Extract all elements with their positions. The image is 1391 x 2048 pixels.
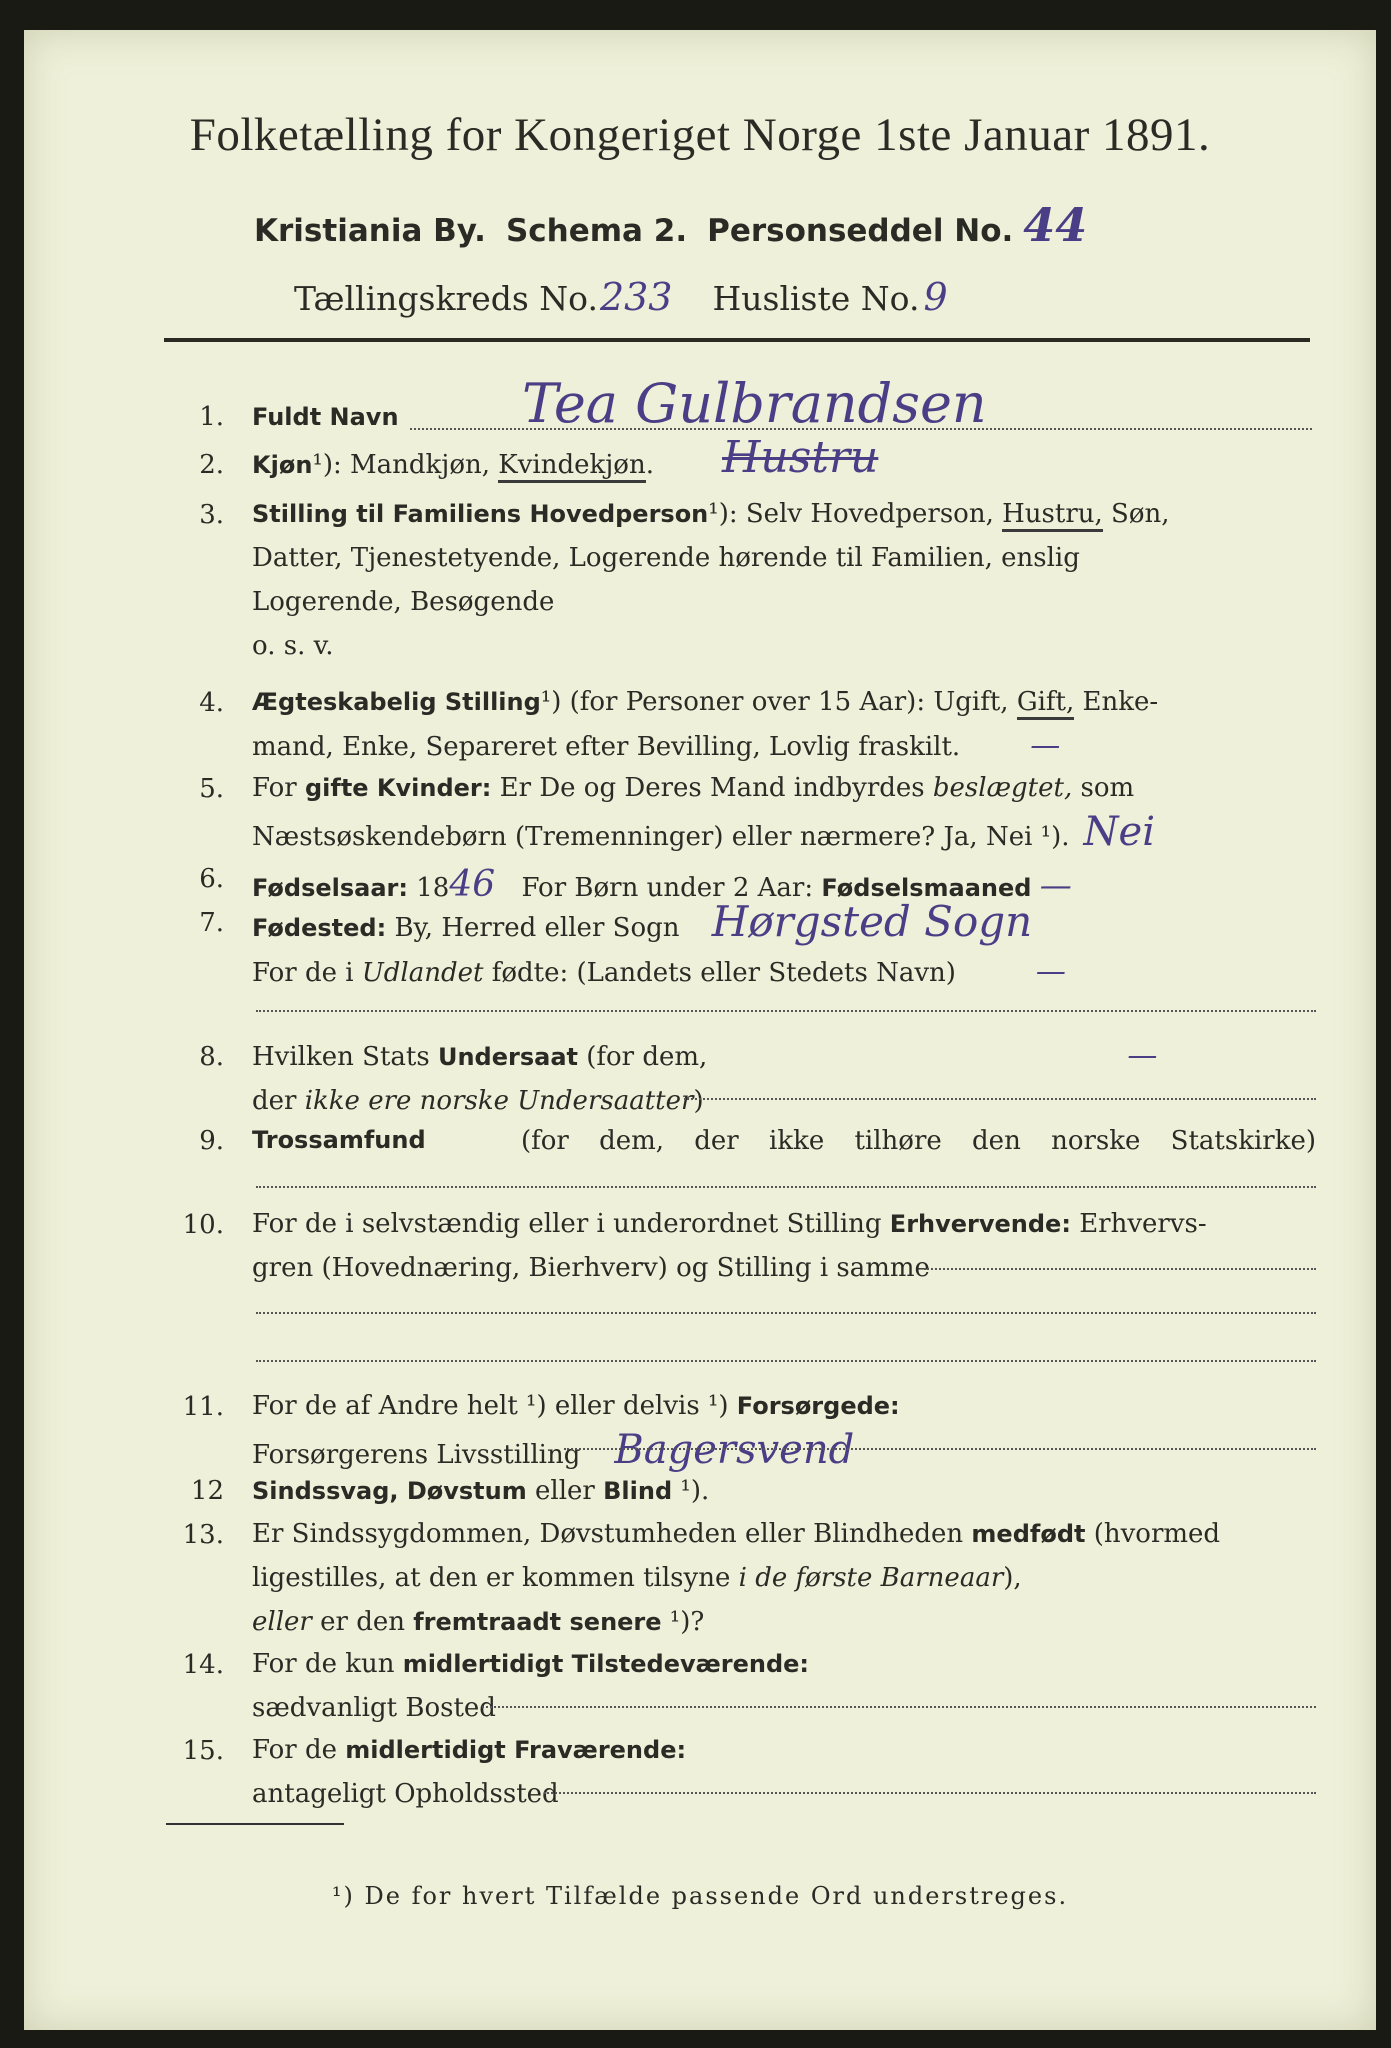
field-number: 8.	[199, 1042, 224, 1072]
field-text: Hvilken Stats	[252, 1042, 438, 1072]
personseddel-label: Personseddel No.	[707, 213, 1014, 249]
related-value: Nei	[1083, 809, 1155, 855]
field-number: 3.	[199, 500, 224, 530]
field-text: Søn,	[1102, 499, 1170, 529]
underlined-option: Kvindekjøn	[498, 450, 645, 483]
field-label: Forsørgede:	[736, 1392, 900, 1420]
field-label: Fødselsmaaned	[821, 874, 1032, 902]
field-text: der	[252, 1086, 305, 1116]
dotted-line	[564, 1448, 1316, 1450]
field-text: o. s. v.	[252, 631, 334, 661]
dotted-line	[924, 1268, 1316, 1270]
field-text: Datter, Tjenestetyende, Logerende hørende til Familien, enslig	[252, 543, 1080, 573]
field-label: Kjøn	[252, 451, 313, 479]
gender-value: Hustru	[722, 432, 879, 483]
field-text: For de i	[252, 958, 362, 988]
husliste-label: Husliste No.	[712, 279, 920, 318]
field-text: For Børn under 2 Aar:	[521, 873, 814, 903]
field-text: ¹)?	[661, 1607, 705, 1637]
field-text: ligestilles, at den er kommen tilsyne	[252, 1563, 739, 1593]
krets-label: Tællingskreds No.	[294, 279, 598, 318]
field-text: By, Herred eller Sogn	[394, 913, 680, 943]
form-subtitle	[254, 198, 1087, 252]
field-text: (hvormed	[1085, 1519, 1221, 1549]
schema-label: Schema 2.	[505, 213, 688, 249]
birth-month-value: —	[1039, 866, 1072, 904]
field-text: Logerende, Besøgende	[252, 587, 555, 617]
field-label: Fuldt Navn	[252, 403, 399, 431]
field-label: gifte Kvinder:	[304, 774, 492, 802]
field-text: sædvanligt Bosted	[252, 1693, 496, 1723]
dotted-line	[482, 1706, 1316, 1708]
field-text: eller	[252, 1607, 312, 1637]
field-text: For de i selvstændig eller i underordnet Stilling	[252, 1209, 890, 1239]
field-number: 10.	[182, 1210, 224, 1240]
marital-value: —	[1030, 728, 1061, 763]
field-number: 2.	[199, 450, 224, 480]
field-text: For de af Andre helt ¹) eller delvis ¹)	[252, 1391, 737, 1421]
field-number: 11.	[182, 1392, 224, 1422]
krets-number: 233	[599, 275, 673, 319]
field-number: 9.	[199, 1126, 224, 1156]
field-text: Forsørgerens Livsstilling	[252, 1440, 581, 1470]
field-text: .	[645, 450, 654, 480]
birthplace-value: Hørgsted Sogn	[711, 897, 1033, 946]
husliste-number: 9	[923, 275, 948, 319]
field-text: mand, Enke, Separeret efter Bevilling, Lovlig fraskilt.	[252, 732, 961, 762]
field-text: ¹): Mandkjøn,	[312, 450, 499, 480]
field-number: 7.	[199, 908, 224, 938]
dotted-line	[256, 1010, 1316, 1012]
field-label: Fødested:	[252, 914, 387, 942]
field-label: fremtraadt senere	[413, 1608, 662, 1636]
underlined-option: Gift,	[1017, 687, 1074, 720]
provider-occupation-value: Bagersvend	[614, 1427, 855, 1473]
field-text: (for dem,	[577, 1042, 708, 1072]
personseddel-number: 44	[1023, 198, 1088, 252]
field-text: i de første Barneaar	[738, 1563, 1004, 1593]
foreign-place-value: —	[1035, 954, 1066, 989]
field-text: ¹): Selv Hovedperson,	[708, 499, 1003, 529]
field-label: Undersaat	[437, 1043, 578, 1071]
dotted-line	[256, 1360, 1316, 1362]
census-form	[24, 30, 1376, 2030]
field-label: Erhvervende:	[889, 1210, 1071, 1238]
dotted-line	[256, 1186, 1316, 1188]
dotted-line	[544, 1792, 1316, 1794]
field-number: 15.	[182, 1736, 224, 1766]
field-text: For de	[252, 1735, 346, 1765]
year-prefix: 18	[416, 873, 450, 903]
field-label: medfødt	[971, 1520, 1086, 1548]
field-text: eller	[526, 1476, 604, 1506]
field-number: 4.	[199, 688, 224, 718]
krets-line	[294, 275, 948, 319]
field-number: 6.	[199, 864, 224, 894]
field-label: Blind	[603, 1477, 673, 1505]
field-number: 14.	[182, 1650, 224, 1680]
field-text: Næstsøskendebørn (Tremenninger) eller nærmere? Ja, Nei ¹).	[252, 822, 1070, 852]
field-text: antageligt Opholdssted	[252, 1779, 559, 1809]
field-text: som	[1072, 773, 1135, 803]
field-text: Udlandet	[361, 958, 484, 988]
field-text: Er De og Deres Mand indbyrdes	[491, 773, 933, 803]
field-label: Fødselsaar:	[252, 874, 408, 902]
field-number: 13.	[182, 1520, 224, 1550]
field-label: Trossamfund	[252, 1126, 426, 1154]
field-number: 5.	[199, 774, 224, 804]
dotted-line	[256, 1312, 1316, 1314]
field-text: ikke ere norske Undersaatter	[304, 1086, 694, 1116]
form-title: Folketælling for Kongeriget Norge 1ste Januar 1891.	[189, 109, 1211, 161]
field-text: ¹) (for Personer over 15 Aar): Ugift,	[540, 687, 1017, 717]
city-label: Kristiania By.	[254, 213, 486, 249]
field-number: 12	[190, 1476, 224, 1506]
field-label: Sindssvag, Døvstum	[252, 1477, 527, 1505]
underlined-option: Hustru,	[1002, 499, 1103, 532]
field-text: er den	[311, 1607, 414, 1637]
field-text: Enke-	[1074, 687, 1159, 717]
field-text: Erhvervs-	[1070, 1209, 1207, 1239]
field-text: For de kun	[252, 1649, 403, 1679]
field-text: gren (Hovednæring, Bierhverv) og Stilling i samme	[252, 1253, 930, 1283]
field-text: For	[252, 773, 305, 803]
field-text: Er Sindssygdommen, Døvstumheden eller Blindheden	[252, 1519, 972, 1549]
field-text: ),	[1003, 1563, 1022, 1593]
field-text: (for dem, der ikke tilhøre den norske Statskirke)	[520, 1126, 1316, 1156]
field-label: Stilling til Familiens Hovedperson	[252, 500, 709, 528]
header-rule	[164, 338, 1310, 342]
birth-year-value: 46	[449, 864, 496, 905]
field-text: )	[693, 1086, 704, 1116]
field-text: beslægtet,	[932, 773, 1073, 803]
citizenship-value: —	[1127, 1038, 1158, 1073]
field-number: 1.	[199, 402, 224, 432]
field-text: fødte: (Landets eller Stedets Navn)	[483, 958, 956, 988]
footnote-rule	[166, 1823, 344, 1825]
footnote: ¹) De for hvert Tilfælde passende Ord understreges.	[331, 1882, 1069, 1910]
field-label: midlertidigt Fraværende:	[345, 1736, 687, 1764]
dotted-line	[684, 1098, 1316, 1100]
field-label: Ægteskabelig Stilling	[252, 688, 541, 716]
field-text: ¹).	[672, 1476, 710, 1506]
name-value: Tea Gulbrandsen	[522, 372, 987, 435]
field-label: midlertidigt Tilstedeværende:	[402, 1650, 810, 1678]
